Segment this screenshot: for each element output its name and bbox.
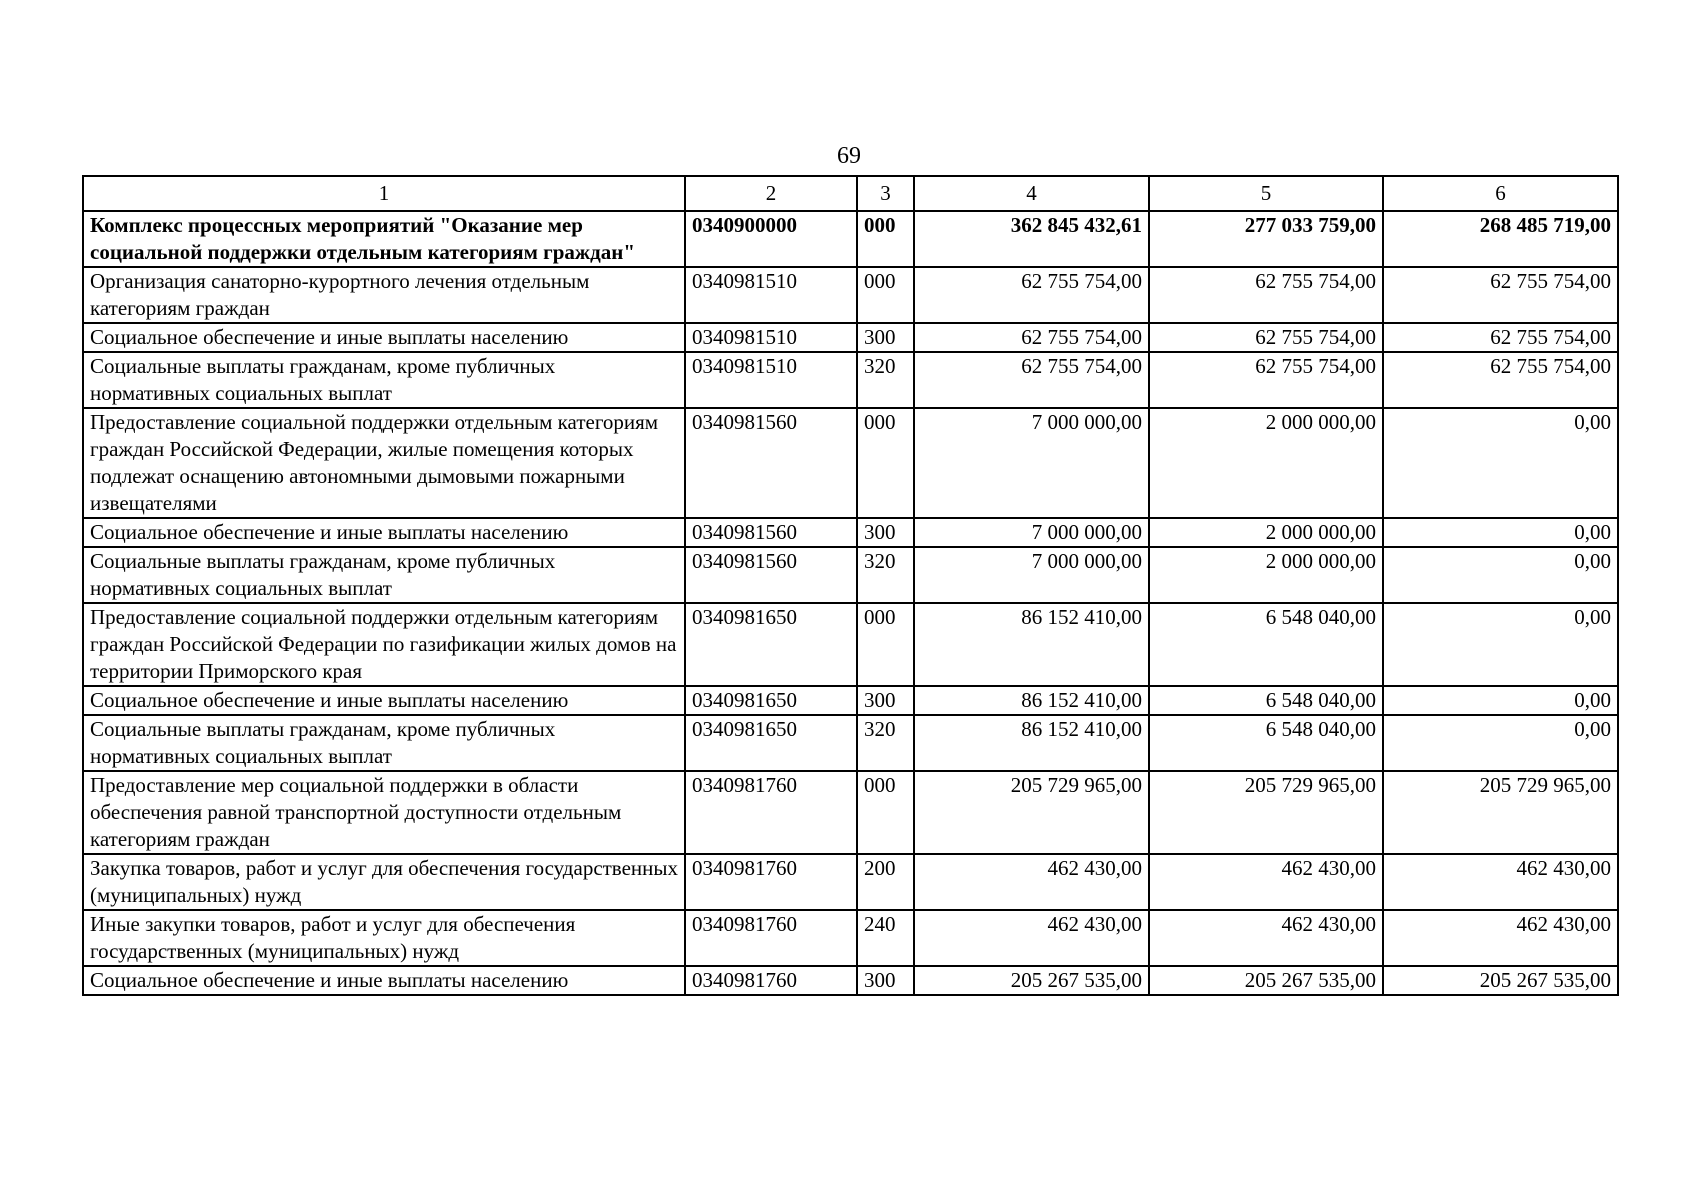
row-subcode-cell: 000 (857, 211, 914, 267)
row-code-cell: 0340981650 (685, 603, 857, 686)
row-amount-col6: 462 430,00 (1383, 910, 1618, 966)
row-amount-col5: 62 755 754,00 (1149, 323, 1383, 352)
table-row (83, 518, 1618, 547)
table-row (83, 771, 1618, 854)
row-code-cell: 0340981510 (685, 352, 857, 408)
row-amount-col5: 62 755 754,00 (1149, 267, 1383, 323)
row-subcode-cell: 320 (857, 715, 914, 771)
row-code-cell: 0340981560 (685, 518, 857, 547)
row-code-cell: 0340981760 (685, 771, 857, 854)
row-amount-col4: 86 152 410,00 (914, 715, 1149, 771)
row-subcode-cell: 300 (857, 518, 914, 547)
row-amount-col4: 462 430,00 (914, 854, 1149, 910)
row-name-cell: Социальные выплаты гражданам, кроме публичных нормативных социальных выплат (83, 352, 685, 408)
row-name-cell: Социальные выплаты гражданам, кроме публичных нормативных социальных выплат (83, 547, 685, 603)
row-code-cell: 0340981560 (685, 408, 857, 518)
row-amount-col6: 462 430,00 (1383, 854, 1618, 910)
row-amount-col4: 86 152 410,00 (914, 603, 1149, 686)
row-amount-col5: 2 000 000,00 (1149, 547, 1383, 603)
column-header-2: 2 (685, 176, 857, 211)
row-subcode-cell: 300 (857, 323, 914, 352)
row-amount-col5: 6 548 040,00 (1149, 603, 1383, 686)
row-subcode-cell: 300 (857, 966, 914, 995)
row-amount-col6: 205 729 965,00 (1383, 771, 1618, 854)
row-name-cell: Предоставление социальной поддержки отдельным категориям граждан Российской Федерации по газификации жилых домов на территории Приморского края (83, 603, 685, 686)
row-name-cell: Комплекс процессных мероприятий "Оказание мер социальной поддержки отдельным категориям граждан" (83, 211, 685, 267)
column-header-1: 1 (83, 176, 685, 211)
row-amount-col6: 0,00 (1383, 715, 1618, 771)
row-code-cell: 0340900000 (685, 211, 857, 267)
row-subcode-cell: 320 (857, 352, 914, 408)
row-amount-col6: 0,00 (1383, 408, 1618, 518)
table-row (83, 854, 1618, 910)
row-amount-col4: 462 430,00 (914, 910, 1149, 966)
row-amount-col5: 2 000 000,00 (1149, 518, 1383, 547)
row-subcode-cell: 000 (857, 408, 914, 518)
row-name-cell: Социальное обеспечение и иные выплаты населению (83, 323, 685, 352)
table-row (83, 603, 1618, 686)
column-header-4: 4 (914, 176, 1149, 211)
row-amount-col4: 62 755 754,00 (914, 267, 1149, 323)
row-code-cell: 0340981560 (685, 547, 857, 603)
row-amount-col5: 2 000 000,00 (1149, 408, 1383, 518)
row-name-cell: Закупка товаров, работ и услуг для обеспечения государственных (муниципальных) нужд (83, 854, 685, 910)
row-amount-col5: 6 548 040,00 (1149, 715, 1383, 771)
page-number: 69 (837, 143, 861, 169)
row-amount-col5: 462 430,00 (1149, 910, 1383, 966)
row-amount-col4: 205 729 965,00 (914, 771, 1149, 854)
row-code-cell: 0340981510 (685, 267, 857, 323)
row-amount-col4: 7 000 000,00 (914, 547, 1149, 603)
row-amount-col4: 7 000 000,00 (914, 408, 1149, 518)
table-row (83, 323, 1618, 352)
row-name-cell: Предоставление мер социальной поддержки в области обеспечения равной транспортной доступности отдельным категориям граждан (83, 771, 685, 854)
row-amount-col6: 62 755 754,00 (1383, 323, 1618, 352)
table-row (83, 352, 1618, 408)
row-amount-col4: 62 755 754,00 (914, 352, 1149, 408)
row-subcode-cell: 320 (857, 547, 914, 603)
row-code-cell: 0340981650 (685, 686, 857, 715)
row-amount-col5: 205 729 965,00 (1149, 771, 1383, 854)
row-code-cell: 0340981760 (685, 966, 857, 995)
row-name-cell: Организация санаторно-курортного лечения отдельным категориям граждан (83, 267, 685, 323)
row-name-cell: Иные закупки товаров, работ и услуг для обеспечения государственных (муниципальных) нужд (83, 910, 685, 966)
row-amount-col4: 86 152 410,00 (914, 686, 1149, 715)
row-amount-col4: 205 267 535,00 (914, 966, 1149, 995)
row-code-cell: 0340981760 (685, 910, 857, 966)
row-code-cell: 0340981760 (685, 854, 857, 910)
row-amount-col6: 0,00 (1383, 518, 1618, 547)
table-row (83, 686, 1618, 715)
row-amount-col5: 277 033 759,00 (1149, 211, 1383, 267)
row-amount-col6: 62 755 754,00 (1383, 267, 1618, 323)
row-amount-col6: 0,00 (1383, 547, 1618, 603)
row-amount-col4: 62 755 754,00 (914, 323, 1149, 352)
row-amount-col4: 362 845 432,61 (914, 211, 1149, 267)
row-subcode-cell: 000 (857, 267, 914, 323)
table-row (83, 547, 1618, 603)
table-row (83, 211, 1618, 267)
row-amount-col6: 205 267 535,00 (1383, 966, 1618, 995)
row-subcode-cell: 000 (857, 603, 914, 686)
column-header-3: 3 (857, 176, 914, 211)
row-amount-col6: 62 755 754,00 (1383, 352, 1618, 408)
row-name-cell: Социальное обеспечение и иные выплаты населению (83, 686, 685, 715)
row-subcode-cell: 240 (857, 910, 914, 966)
table-row (83, 966, 1618, 995)
row-name-cell: Предоставление социальной поддержки отдельным категориям граждан Российской Федерации, жилые помещения которых подлежат оснащению автономными дымовыми пожарными извещателями (83, 408, 685, 518)
header-row (83, 176, 1618, 211)
table-row (83, 715, 1618, 771)
row-amount-col5: 462 430,00 (1149, 854, 1383, 910)
row-amount-col4: 7 000 000,00 (914, 518, 1149, 547)
table-row (83, 910, 1618, 966)
row-code-cell: 0340981650 (685, 715, 857, 771)
row-code-cell: 0340981510 (685, 323, 857, 352)
table-row (83, 408, 1618, 518)
row-name-cell: Социальное обеспечение и иные выплаты населению (83, 518, 685, 547)
row-amount-col6: 0,00 (1383, 686, 1618, 715)
row-subcode-cell: 000 (857, 771, 914, 854)
column-header-5: 5 (1149, 176, 1383, 211)
row-amount-col5: 205 267 535,00 (1149, 966, 1383, 995)
row-amount-col6: 268 485 719,00 (1383, 211, 1618, 267)
row-amount-col5: 6 548 040,00 (1149, 686, 1383, 715)
row-name-cell: Социальное обеспечение и иные выплаты населению (83, 966, 685, 995)
row-subcode-cell: 200 (857, 854, 914, 910)
table-body (83, 211, 1618, 995)
column-header-6: 6 (1383, 176, 1618, 211)
row-amount-col6: 0,00 (1383, 603, 1618, 686)
row-name-cell: Социальные выплаты гражданам, кроме публичных нормативных социальных выплат (83, 715, 685, 771)
table-row (83, 267, 1618, 323)
row-subcode-cell: 300 (857, 686, 914, 715)
budget-table (82, 175, 1619, 996)
row-amount-col5: 62 755 754,00 (1149, 352, 1383, 408)
